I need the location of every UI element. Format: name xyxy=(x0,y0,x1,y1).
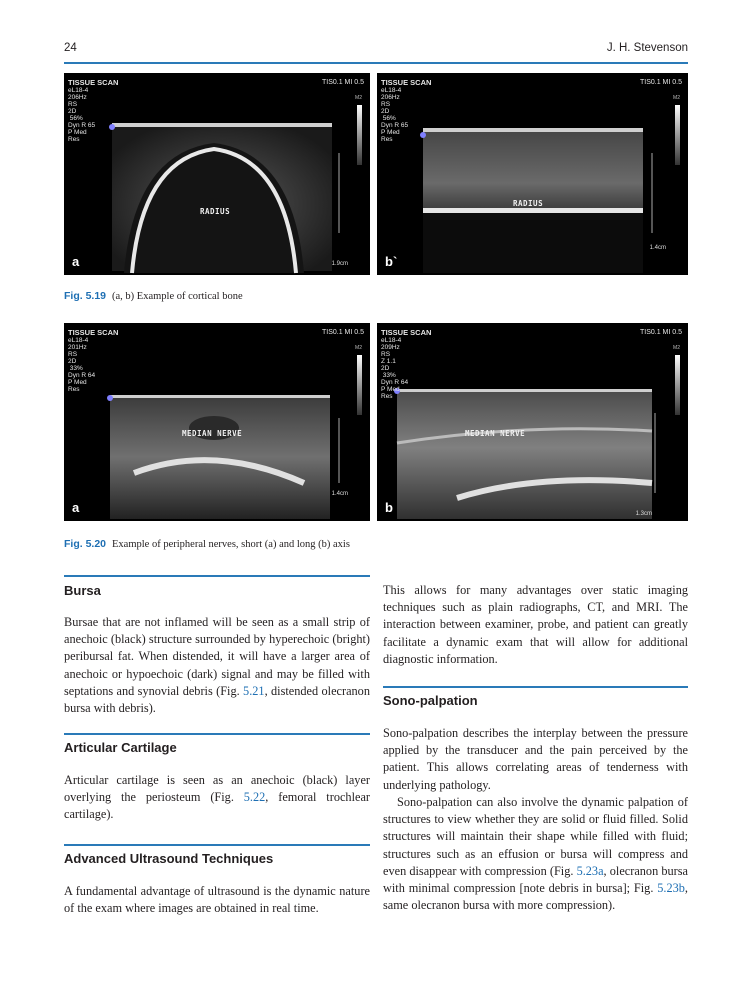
tis-readout: TIS0.1 MI 0.5 xyxy=(321,329,364,336)
m2-label: M2 xyxy=(355,95,362,101)
figure-number: Fig. 5.20 xyxy=(64,538,107,550)
caption-text: (a, b) Example of cortical bone xyxy=(112,291,243,302)
paragraph-sono-1: Sono-palpation describes the interplay between the pressure applied by the transducer and the pain perceived by the patient. This allows correlating areas of tenderness with underlying pathology. xyxy=(383,726,688,792)
panel-letter: a xyxy=(72,254,80,269)
anatomy-label: MEDIAN NERVE xyxy=(182,429,243,438)
section-title-advanced: Advanced Ultrasound Techniques xyxy=(64,851,274,866)
running-header xyxy=(64,42,688,58)
m2-label: M2 xyxy=(355,345,362,351)
anatomy-label: RADIUS xyxy=(200,207,231,216)
scan-metadata: TISSUE SCAN eL18-4 206Hz RS 2D 56% Dyn R 65 P Med Res xyxy=(381,78,432,143)
ultrasound-image-519a xyxy=(64,73,370,275)
section-rule-sono xyxy=(383,686,688,688)
anatomy-label: MEDIAN NERVE xyxy=(465,429,526,438)
figure-caption-519 xyxy=(64,290,243,302)
section-title-cartilage: Articular Cartilage xyxy=(64,740,177,755)
figure-link[interactable]: 5.23b xyxy=(657,881,685,896)
panel-letter: a xyxy=(72,500,80,515)
tis-readout: TIS0.1 MI 0.5 xyxy=(639,329,682,336)
section-title-sono: Sono-palpation xyxy=(383,693,478,708)
figure-link[interactable]: 5.23a xyxy=(576,863,604,878)
page-number: 24 xyxy=(64,42,77,54)
scan-metadata: TISSUE SCAN eL18-4 206Hz RS 2D 56% Dyn R 65 P Med Res xyxy=(68,78,119,143)
header-rule xyxy=(64,62,688,64)
ultrasound-image-519b xyxy=(377,73,688,275)
panel-letter: b xyxy=(385,500,393,515)
caption-text: Example of peripheral nerves, short (a) and long (b) axis xyxy=(112,539,350,550)
tis-readout: TIS0.1 MI 0.5 xyxy=(639,79,682,86)
scan-metadata: TISSUE SCAN eL18-4 209Hz RS Z 1.1 2D 33% Dyn R 64 P Med Res xyxy=(381,328,432,400)
grayscale-bar xyxy=(675,105,680,165)
scan-metadata: TISSUE SCAN eL18-4 201Hz RS 2D 33% Dyn R 64 P Med Res xyxy=(68,328,119,393)
m2-label: M2 xyxy=(673,345,680,351)
section-rule-advanced xyxy=(64,844,370,846)
grayscale-bar xyxy=(675,355,680,415)
panel-letter: b` xyxy=(385,254,398,269)
m2-label: M2 xyxy=(673,95,680,101)
depth-readout: 1.3cm xyxy=(635,511,652,517)
paragraph-sono-2: Sono-palpation can also involve the dynamic palpation of structures to view whether they are solid or fluid filled. Solid structures will maintain their shape while filled with fluid; structures such as an effusion or bursa will compress and even disappear with compression (Fig. 5.23a, olecranon bursa with minimal compression [note debris in bursa]; Fig. 5.23b, same olecranon bursa with more compression). xyxy=(383,795,688,913)
anatomy-label: RADIUS xyxy=(513,199,544,208)
grayscale-bar xyxy=(357,105,362,165)
section-rule-bursa xyxy=(64,575,370,577)
ultrasound-image-520b xyxy=(377,323,688,521)
figure-number: Fig. 5.19 xyxy=(64,290,107,302)
paragraph-cartilage: Articular cartilage is seen as an anechoic (black) layer overlying the periosteum (Fig. 5.22, femoral trochlear cartilage). xyxy=(64,773,370,822)
section-title-bursa: Bursa xyxy=(64,583,101,598)
depth-readout: 1.4cm xyxy=(649,245,666,251)
section-rule-cartilage xyxy=(64,733,370,735)
tis-readout: TIS0.1 MI 0.5 xyxy=(321,79,364,86)
figure-link[interactable]: 5.21 xyxy=(243,683,265,698)
ultrasound-image-520a xyxy=(64,323,370,521)
paragraph-continued: This allows for many advantages over static imaging techniques such as plain radiographs, CT, and MRI. The interaction between examiner, probe, and patient can greatly facilitate a dynamic exam that will allow for additional diagnostic information. xyxy=(383,583,688,666)
depth-readout: 1.9cm xyxy=(331,261,348,267)
depth-readout: 1.4cm xyxy=(331,491,348,497)
paragraph-bursa: Bursae that are not inflamed will be seen as a small strip of anechoic (black) structure surrounded by hyperechoic (bright) peribursal fat. When distended, it will have a larger area of anechoic or hypoechoic (dark) signal and may be filled with septations and synovial debris (Fig. 5.21, distended olecranon bursa with debris). xyxy=(64,615,370,716)
figure-link[interactable]: 5.22 xyxy=(243,790,266,805)
figure-caption-520 xyxy=(64,538,350,550)
running-author: J. H. Stevenson xyxy=(606,42,688,54)
grayscale-bar xyxy=(357,355,362,415)
paragraph-advanced: A fundamental advantage of ultrasound is the dynamic nature of the exam where images are obtained in real time. xyxy=(64,884,370,916)
